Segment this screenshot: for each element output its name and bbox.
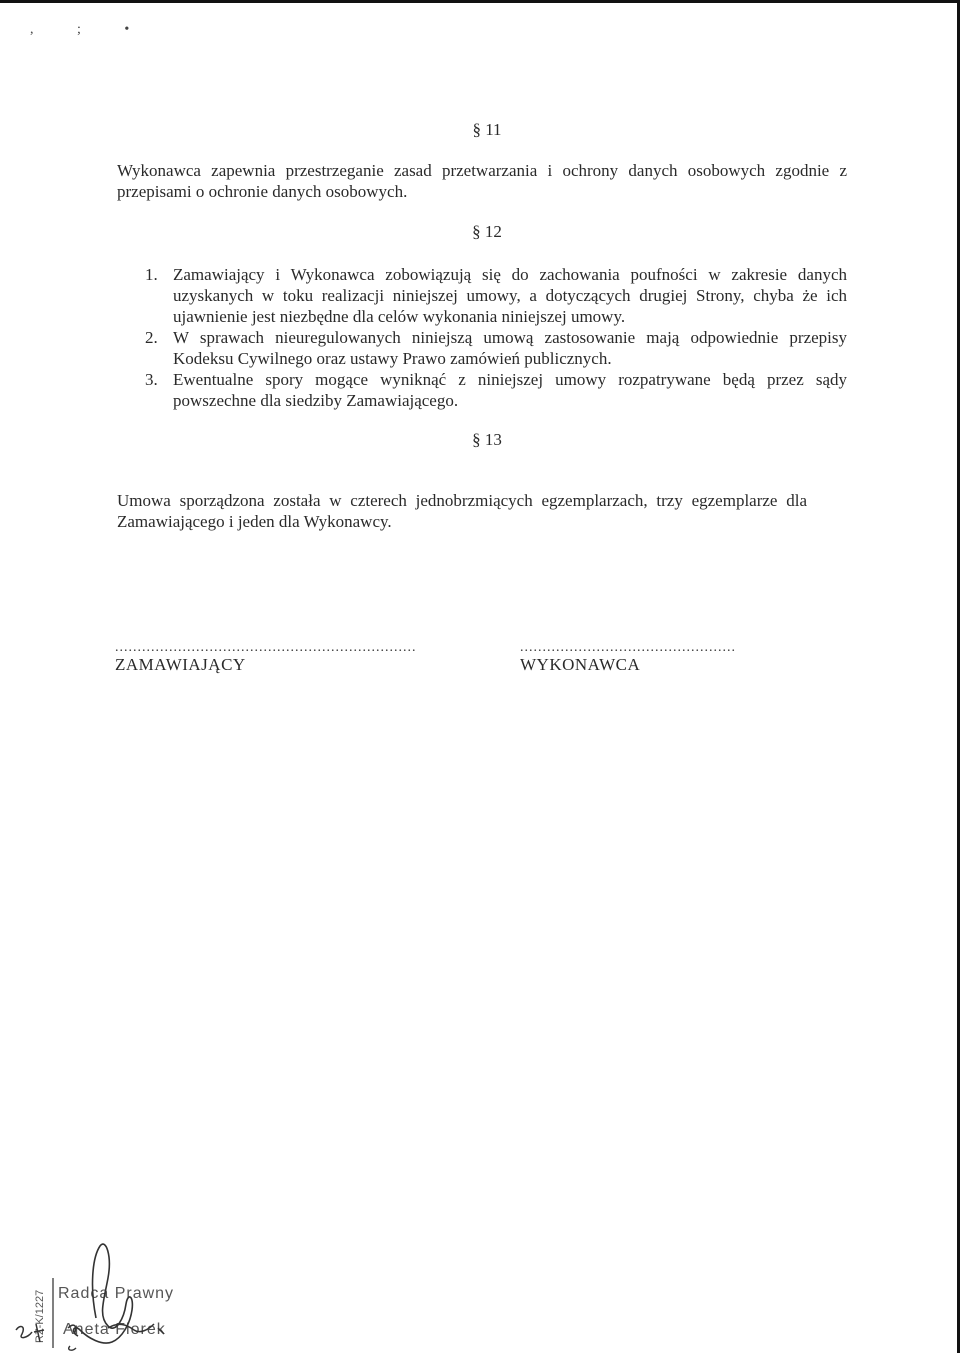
item-text: W sprawach nieuregulowanych niniejszą umową zastosowanie mają odpowiednie przepisy Kodeksu Cywilnego oraz ustawy Prawo zamówień publicznych.: [173, 328, 847, 368]
scan-border-top: [0, 0, 960, 3]
section-12-heading: [0, 222, 960, 242]
section-11-heading: [0, 120, 960, 140]
signature-label-wykonawca: WYKONAWCA: [520, 655, 641, 674]
section-12-item-1: [117, 264, 847, 327]
item-text: Ewentualne spory mogące wyniknąć z niniejszej umowy rozpatrywane będą przez sądy powszechne dla siedziby Zamawiającego.: [173, 370, 847, 410]
stamp-title: Radca Prawny: [58, 1285, 175, 1302]
handwritten-flourish: [69, 1346, 76, 1350]
stamp-name: Aneta Florek: [63, 1321, 166, 1338]
signature-label-zamawiajacy: ZAMAWIAJĄCY: [115, 655, 246, 674]
signature-line-left: ...................................................................: [115, 640, 417, 655]
section-13-text: Umowa sporządzona została w czterech jednobrzmiących egzemplarzach, trzy egzemplarze dla Zamawiającego i jeden dla Wykonawcy.: [117, 491, 807, 531]
item-text: Zamawiający i Wykonawca zobowiązują się do zachowania poufności w zakresie danych uzyskanych w toku realizacji niniejszej umowy, a dotyczących drugiej Strony, chyba że ich ujawnienie jest niezbędne dla celów wykonania niniejszej umowy.: [173, 265, 847, 326]
section-13-heading: [0, 430, 960, 450]
item-number: 3.: [145, 370, 158, 389]
section-11-text: Wykonawca zapewnia przestrzeganie zasad przetwarzania i ochrony danych osobowych zgodnie z przepisami o ochronie danych osobowych.: [117, 161, 847, 201]
signature-line-right: ................................................: [520, 640, 736, 655]
section-12-item-2: [117, 327, 847, 369]
section-12-item-3: [117, 369, 847, 411]
section-11-heading-text: § 11: [472, 120, 502, 139]
item-number: 1.: [145, 265, 158, 284]
scan-marks: , ; •: [30, 22, 150, 37]
item-number: 2.: [145, 328, 158, 347]
section-13-heading-text: § 13: [472, 430, 502, 449]
lawyer-stamp: [8, 1238, 188, 1353]
section-12-heading-text: § 12: [472, 222, 502, 241]
section-12-list: [117, 264, 847, 411]
stamp-side-text: RZ-K/1227: [34, 1289, 46, 1343]
